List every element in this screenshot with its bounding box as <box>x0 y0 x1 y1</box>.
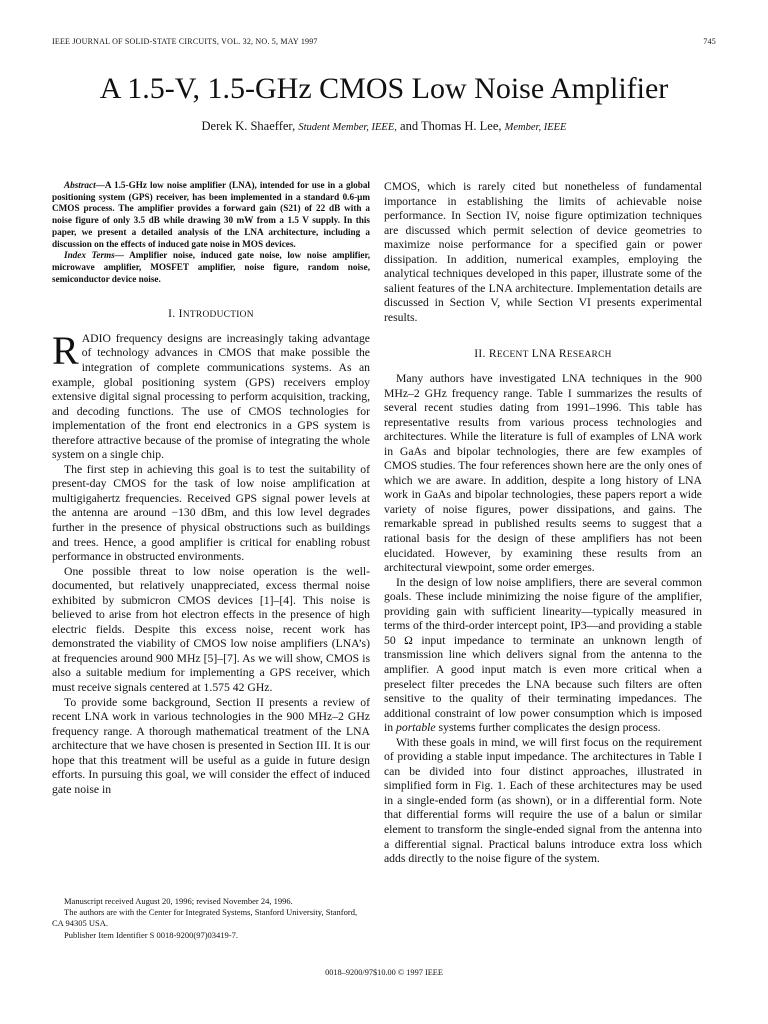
intro-paragraph-3: One possible threat to low noise operation is the well-documented, but relatively unappreciated, excess thermal noise exhibited by submicron CMOS devices [1]–[4]. This noise is believed to arise from hot electron effects in the presence of high electric fields. Despite this excess noise, recent work has demonstrated the viability of CMOS low noise amplifiers (LNA’s) at frequencies around 900 MHz [5]–[7]. As we will show, CMOS is also a suitable medium for implementing a GPS receiver, which must receive signals centered at 1.575 42 GHz. <box>52 564 370 694</box>
drop-cap: R <box>52 327 79 373</box>
section-2-word-1-initial: R <box>488 348 497 361</box>
copyright-footer: 0018–9200/97$10.00 © 1997 IEEE <box>325 968 443 977</box>
author-1-role: Student Member, IEEE, <box>298 122 397 133</box>
continued-paragraph: CMOS, which is rarely cited but nonetheless of fundamental importance in establishing the limits of achievable noise performance. In Section IV, noise figure optimization techniques are discussed which permit selection of device geometries to maximize noise performance for a specified gain or power dissipation. In addition, numerical examples, employing the analytical techniques developed in this paper, illustrate some of the salient features of the LNA architecture. Implementation details are discussed in Section V, while Section VI presents experimental results. <box>384 180 702 324</box>
section-2-word-2: LNA <box>531 348 556 361</box>
running-head <box>52 37 716 46</box>
left-column <box>52 180 370 797</box>
section-1-heading <box>52 307 370 323</box>
footnote-affiliation: The authors are with the Center for Integrated Systems, Stanford University, Stanford, CA 94305 USA. <box>52 907 358 929</box>
section-2-word-3-rest: ESEARCH <box>566 350 612 361</box>
author-conjunction: and <box>400 119 419 133</box>
author-2: Thomas H. Lee, <box>420 119 502 133</box>
section-1-title-rest: NTRODUCTION <box>182 310 254 321</box>
right-column <box>384 180 702 867</box>
section-2-paragraph-2-italic: portable <box>396 721 436 735</box>
section-2-word-3-initial: R <box>558 348 567 361</box>
intro-paragraph-4: To provide some background, Section II presents a review of recent LNA work in various technologies in the 900 MHz–2 GHz frequency range. A thorough mathematical treatment of the LNA architecture that we have chosen is presented in Section III. It is our hope that this treatment will be useful as a guide in future design efforts. In pursuing this goal, we will consider the effect of induced gate noise in <box>52 695 370 796</box>
index-terms-text: Amplifier noise, induced gate noise, low noise amplifier, microwave amplifier, MOSFET amplifier, noise figure, random noise, semiconductor device noise. <box>52 250 370 284</box>
journal-name: IEEE JOURNAL OF SOLID-STATE CIRCUITS, VOL. 32, NO. 5, MAY 1997 <box>52 37 318 46</box>
abstract-text: A 1.5-GHz low noise amplifier (LNA), intended for use in a global positioning system (GPS) receiver, has been implemented in a standard 0.6-μm CMOS process. The amplifier provides a forward gain (S21) of 22 dB with a noise figure of only 3.5 dB while drawing 30 mW from a 1.5 V supply. In this paper, we present a detailed analysis of the LNA architecture, including a discussion on the effects of induced gate noise in MOS devices. <box>52 180 370 249</box>
section-1-number: I. <box>168 308 176 321</box>
index-terms <box>52 250 370 285</box>
section-2-paragraph-2 <box>384 576 702 736</box>
section-2-paragraph-2-a: In the design of low noise amplifiers, there are several common goals. These include minimizing the noise figure of the amplifier, providing gain with sufficient linearity—typically measured in terms of the third-order intercept point, IP3—and providing a stable 50 Ω input impedance to terminate an unknown length of transmission line which delivers signal from the antenna to the amplifier. A good input match is even more critical when a preselect filter precedes the LNA because such filters are often sensitive to the quality of their terminating impedances. The additional constraint of low power consumption which is imposed in <box>384 575 702 735</box>
author-1: Derek K. Shaeffer, <box>201 119 296 133</box>
section-2-paragraph-1: Many authors have investigated LNA techniques in the 900 MHz–2 GHz frequency range. Table I summarizes the results of several recent studies dating from 1991–1996. This table has representative results from various process technologies and architectures. While the literature is full of examples of LNA work in GaAs and bipolar technologies, there are few examples of CMOS studies. The four references shown here are the only ones of which we are aware. In addition, despite a long history of LNA work in GaAs and bipolar technologies, these papers report a wide variety of noise figures, power dissipations, and gains. The remarkable spread in published results seems to suggest that a rational basis for the design of these amplifiers has not been elucidated. However, by examining these results from an architectural viewpoint, some order emerges. <box>384 372 702 575</box>
section-1-title-initial: I <box>178 308 183 321</box>
intro-paragraph-2: The first step in achieving this goal is to test the suitability of present-day CMOS for the task of low noise amplification at multigigahertz frequencies. Received GPS signal power levels at the antenna are around −130 dBm, and this low level degrades further in the presence of physical obstructions such as buildings and trees. Hence, a good amplifier is critical for enabling robust performance in obstructed environments. <box>52 462 370 564</box>
intro-paragraph-1 <box>52 327 370 463</box>
section-2-number: II. <box>474 348 486 361</box>
section-2-heading <box>384 347 702 363</box>
footnote-received: Manuscript received August 20, 1996; revised November 24, 1996. <box>64 896 293 906</box>
section-2-paragraph-2-b: systems further complicates the design process. <box>435 721 661 735</box>
abstract <box>52 180 370 250</box>
section-2-word-1-rest: ECENT <box>496 350 529 361</box>
author-2-role: Member, IEEE <box>504 122 567 133</box>
index-terms-label: Index Terms— <box>64 250 124 261</box>
author-line <box>40 118 728 136</box>
footnote-identifier: Publisher Item Identifier S 0018-9200(97)03419-7. <box>64 929 238 940</box>
intro-paragraph-1-text: ADIO frequency designs are increasingly taking advantage of technology advances in CMOS that make possible the integration of complete communications systems. As an example, global positioning system (GPS) receivers employ extensive digital signal processing to perform acquisition, tracking, and decoding functions. The use of CMOS technologies for implementation of the front end electronics in a GPS system is therefore attractive because of the promise of integrating the whole system on a single chip. <box>52 331 370 462</box>
footnotes <box>52 896 370 941</box>
abstract-label: Abstract— <box>64 180 105 190</box>
paper-title: A 1.5-V, 1.5-GHz CMOS Low Noise Amplifier <box>99 72 669 105</box>
page-number: 745 <box>703 37 716 46</box>
section-2-paragraph-3: With these goals in mind, we will first focus on the requirement of providing a stable input impedance. The architectures in Table I can be divided into four distinct approaches, illustrated in simplified form in Fig. 1. Each of these architectures may be used in a single-ended form (as shown), or in a differential form. Note that differential forms will require the use of a balun or similar element to transform the single-ended signal from the antenna into a differential signal. Practical baluns introduce extra loss which adds directly to the noise figure of the system. <box>384 735 702 866</box>
